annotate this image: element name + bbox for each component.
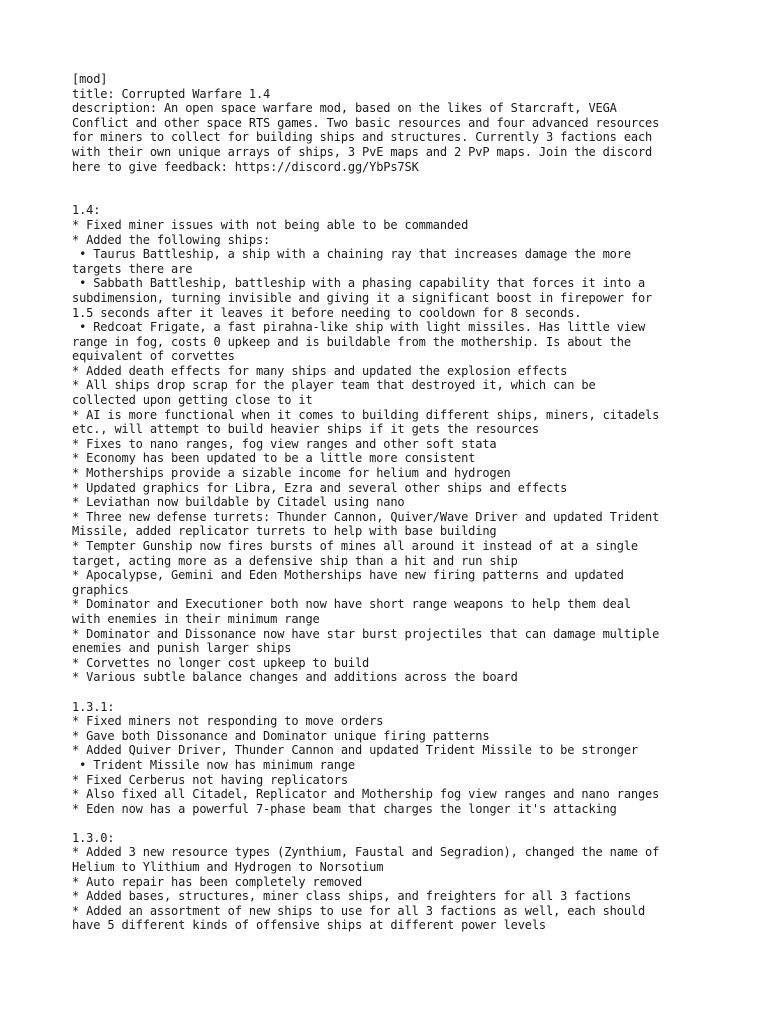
text-line: * Corvettes no longer cost upkeep to build (72, 655, 370, 670)
text-line: * Fixes to nano ranges, fog view ranges and other soft stata (72, 436, 497, 451)
blank-line (72, 189, 712, 204)
text-line: Helium to Ylithium and Hydrogen to Norsotium (72, 860, 384, 875)
text-line: description: An open space warfare mod, based on the likes of Starcraft, VEGA (72, 101, 617, 116)
text-line: enemies and punish larger ships (72, 641, 292, 656)
text-line: subdimension, turning invisible and giving it a significant boost in firepower for (72, 290, 653, 305)
text-line: 1.5 seconds after it leaves it before needing to cooldown for 8 seconds. (72, 305, 582, 320)
text-line: * Three new defense turrets: Thunder Cannon, Quiver/Wave Driver and updated Trident (72, 509, 660, 524)
document-page (72, 72, 712, 933)
text-line: * Added Quiver Driver, Thunder Cannon and updated Trident Missile to be stronger (72, 743, 638, 758)
text-line: with their own unique arrays of ships, 3 PvE maps and 2 PvP maps. Join the discord (72, 144, 653, 159)
text-line: with enemies in their minimum range (72, 611, 320, 626)
blank-line (72, 685, 712, 700)
text-line: * Gave both Dissonance and Dominator unique firing patterns (72, 728, 490, 743)
text-line: * Dominator and Executioner both now have short range weapons to help them deal (72, 597, 631, 612)
text-line: • Redcoat Frigate, a fast pirahna-like ship with light missiles. Has little view (72, 320, 646, 335)
text-line: • Trident Missile now has minimum range (72, 757, 355, 772)
text-line: Conflict and other space RTS games. Two basic resources and four advanced resources (72, 115, 660, 130)
text-line: * All ships drop scrap for the player team that destroyed it, which can be (72, 378, 596, 393)
text-line: [mod] (72, 72, 108, 86)
text-line: * Eden now has a powerful 7-phase beam that charges the longer it's attacking (72, 801, 617, 816)
text-line: • Taurus Battleship, a ship with a chaining ray that increases damage the more (72, 247, 631, 262)
blank-line (72, 174, 712, 189)
text-line: targets there are (72, 261, 193, 276)
text-line: * Various subtle balance changes and additions across the board (72, 670, 518, 685)
text-line: * Added bases, structures, miner class ships, and freighters for all 3 factions (72, 889, 631, 904)
text-line: * Fixed miner issues with not being able to be commanded (72, 217, 469, 232)
text-line: graphics (72, 582, 129, 597)
text-line: * Tempter Gunship now fires bursts of mines all around it instead of at a single (72, 539, 638, 553)
text-line: target, acting more as a defensive ship than a hit and run ship (72, 553, 518, 568)
text-line: * Apocalypse, Gemini and Eden Motherships have new firing patterns and updated (72, 568, 624, 583)
text-line: etc., will attempt to build heavier ships if it gets the resources (72, 422, 539, 437)
text-line: * Also fixed all Citadel, Replicator and Mothership fog view ranges and nano ranges (72, 787, 660, 802)
text-line: • Sabbath Battleship, battleship with a phasing capability that forces it into a (72, 276, 646, 291)
text-line: * Auto repair has been completely removed (72, 874, 363, 889)
text-line: * Fixed miners not responding to move orders (72, 714, 384, 729)
text-line: 1.3.1: (72, 699, 115, 714)
text-line: * Added death effects for many ships and updated the explosion effects (72, 363, 568, 378)
text-line: for miners to collect for building ships and structures. Currently 3 factions each (72, 130, 653, 145)
text-line: collected upon getting close to it (72, 393, 313, 408)
text-line: * Added 3 new resource types (Zynthium, Faustal and Segradion), changed the name of (72, 845, 660, 860)
text-line: have 5 different kinds of offensive ships at different power levels (72, 918, 546, 933)
text-line: * Leviathan now buildable by Citadel using nano (72, 495, 405, 510)
text-line: title: Corrupted Warfare 1.4 (72, 86, 271, 101)
text-line: * AI is more functional when it comes to building different ships, miners, citadels (72, 407, 660, 422)
text-line: 1.3.0: (72, 830, 115, 845)
text-line: * Economy has been updated to be a little more consistent (72, 451, 476, 466)
text-line: * Motherships provide a sizable income for helium and hydrogen (72, 466, 511, 481)
text-line: * Updated graphics for Libra, Ezra and several other ships and effects (72, 480, 568, 495)
text-line: here to give feedback: https://discord.gg/YbPs7SK (72, 159, 419, 174)
text-line: equivalent of corvettes (72, 349, 235, 364)
text-line: 1.4: (72, 203, 101, 218)
blank-line (72, 816, 712, 831)
text-line: range in fog, costs 0 upkeep and is buildable from the mothership. Is about the (72, 334, 631, 349)
text-line: * Fixed Cerberus not having replicators (72, 772, 348, 787)
text-line: * Added an assortment of new ships to use for all 3 factions as well, each should (72, 903, 646, 918)
text-line: * Added the following ships: (72, 232, 271, 247)
text-line: Missile, added replicator turrets to help with base building (72, 524, 497, 539)
text-line: * Dominator and Dissonance now have star burst projectiles that can damage multiple (72, 626, 660, 641)
